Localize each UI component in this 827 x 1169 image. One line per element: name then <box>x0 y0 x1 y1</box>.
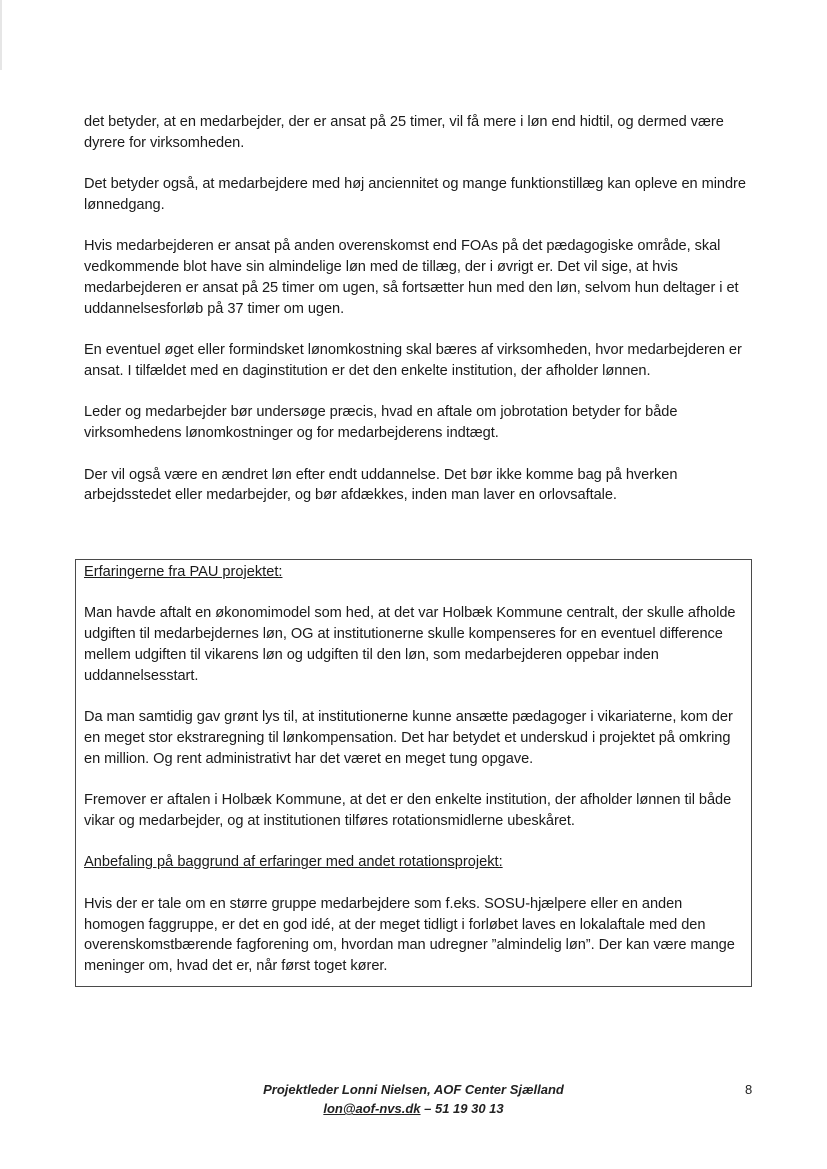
footer-phone: – 51 19 30 13 <box>420 1101 504 1116</box>
experience-box <box>75 559 752 987</box>
box-heading-recommendation: Anbefaling på baggrund af erfaringer med andet rotationsprojekt: <box>84 854 503 871</box>
page-footer <box>0 1080 827 1118</box>
box-paragraph: Da man samtidig gav grønt lys til, at institutionerne kunne ansætte pædagoger i vikariaterne, kom der en meget stor ekstraregning til lønkompensation. Det har betydet et underskud i projektet på omkring en million. Og rent administrativt har det været en meget tung opgave. <box>84 709 733 767</box>
paragraph: Det betyder også, at medarbejdere med høj anciennitet og mange funktionstillæg kan opleve en mindre lønnedgang. <box>84 176 746 213</box>
footer-email-link[interactable]: lon@aof-nvs.dk <box>323 1101 421 1116</box>
box-paragraph: Fremover er aftalen i Holbæk Kommune, at det er den enkelte institution, der afholder lønnen til både vikar og medarbejder, og at institutionen tilføres rotationsmidlerne ubeskåret. <box>84 792 732 829</box>
page-number: 8 <box>745 1082 753 1097</box>
box-paragraph: Hvis der er tale om en større gruppe medarbejdere som f.eks. SOSU-hjælpere eller en anden homogen faggruppe, er det en god idé, at der meget tidligt i forløbet laves en lokalaftale med den overenskomstbærende fagforening om, hvordan man udregner ”almindelig løn”. Der kan være mange meninger om, hvad det er, når først toget kører. <box>84 895 735 975</box>
footer-contact <box>0 1099 827 1118</box>
footer-author: Projektleder Lonni Nielsen, AOF Center Sjælland <box>263 1082 564 1097</box>
paragraph: En eventuel øget eller formindsket lønomkostning skal bæres af virksomheden, hvor medarbejderen er ansat. I tilfældet med en daginstitution er det den enkelte institution, der afholder lønnen. <box>84 342 742 379</box>
paragraph: Der vil også være en ændret løn efter endt uddannelse. Det bør ikke komme bag på hverken arbejdsstedet eller medarbejder, og bør afdækkes, inden man laver en orlovsaftale. <box>84 466 678 504</box>
paragraph: Hvis medarbejderen er ansat på anden overenskomst end FOAs på det pædagogiske område, skal vedkommende blot have sin almindelige løn med de tillæg, der i øvrigt er. Det vil sige, at hvis medarbejderen er ansat på 25 timer om ugen, så fortsætter hun med den løn, selvom hun deltager i et uddannelsesforløb på 37 timer om ugen. <box>84 238 739 317</box>
box-heading-experiences: Erfaringerne fra PAU projektet: <box>84 564 283 580</box>
page-edge <box>0 0 2 70</box>
paragraph: Leder og medarbejder bør undersøge præcis, hvad en aftale om jobrotation betyder for både virksomhedens lønomkostninger og for medarbejderens indtægt. <box>84 404 678 442</box>
box-paragraph: Man havde aftalt en økonomimodel som hed, at det var Holbæk Kommune centralt, der skulle afholde udgiften til medarbejdernes løn, OG at institutionerne skulle kompenseres for en eventuel difference mellem udgiften til vikarens løn og udgiften til den løn, som medarbejderen oppebar inden uddannelsesstart. <box>84 605 736 684</box>
paragraph: det betyder, at en medarbejder, der er ansat på 25 timer, vil få mere i løn end hidtil, og dermed være dyrere for virksomheden. <box>84 114 724 151</box>
body-text <box>84 112 756 527</box>
